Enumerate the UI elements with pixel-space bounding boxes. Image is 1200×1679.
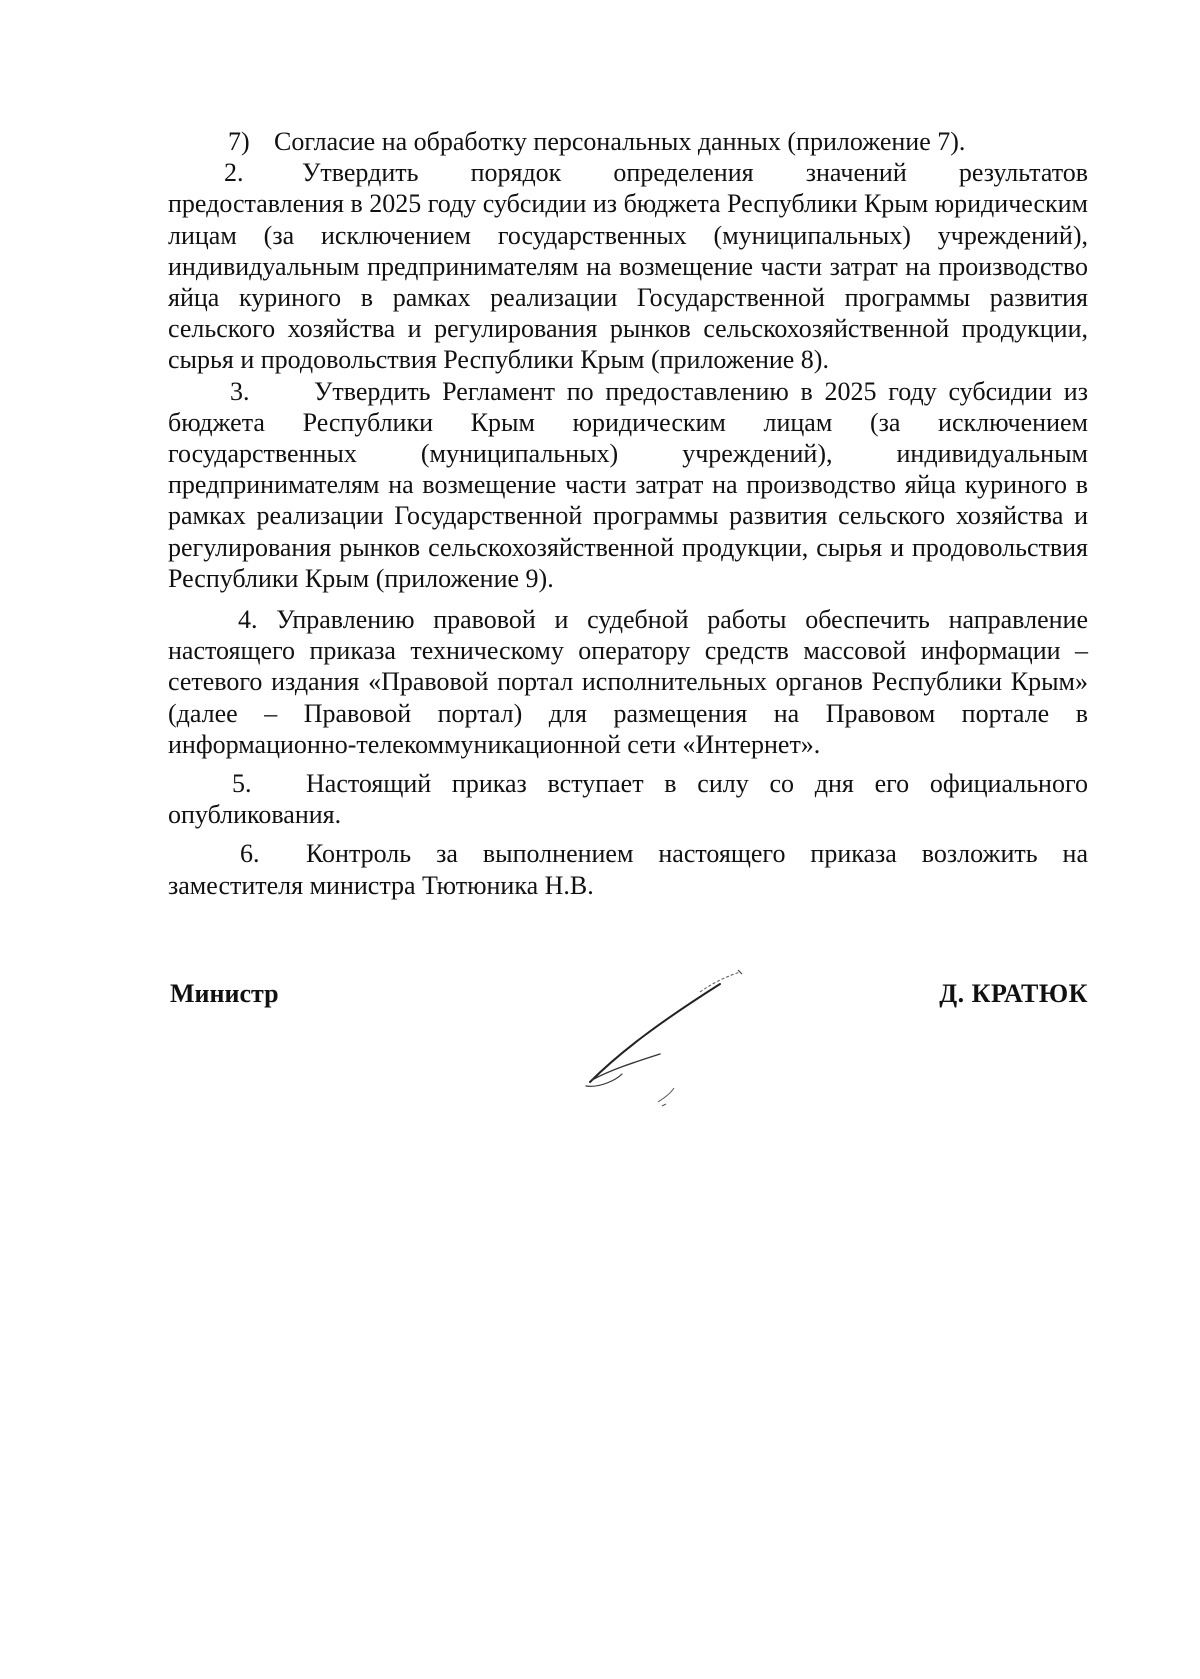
paragraph-5 bbox=[168, 768, 1088, 830]
document-body bbox=[168, 126, 1088, 901]
paragraph-number: 2. bbox=[224, 158, 244, 188]
signatory-position: Министр bbox=[170, 979, 279, 1008]
paragraph-number: 6. bbox=[240, 839, 260, 869]
paragraph-6 bbox=[168, 838, 1088, 900]
paragraph-text: Настоящий приказ вступает в силу со дня его официального опубликования. bbox=[168, 769, 1088, 830]
paragraph-4 bbox=[168, 604, 1088, 760]
list-item-7 bbox=[168, 126, 1088, 157]
signatory-name: Д. КРАТЮК bbox=[939, 979, 1088, 1008]
paragraph-text: 4. Управлению правовой и судебной работы обеспечить направление настоящего приказа техническому оператору средств массовой информации – сетевого издания «Правовой портал исполнительных органов Республики Крым» (далее – Правовой портал) для размещения на Правовом портале в информационно-телекоммуникационной сети «Интернет». bbox=[168, 605, 1088, 759]
paragraph-text: Утвердить Регламент по предоставлению в 2025 году субсидии из бюджета Республики Крым юридическим лицам (за исключением государственных (муниципальных) учреждений), индивидуальным предпринимателям на возмещение части затрат на производство яйца куриного в рамках реализации Государственной программы развития сельского хозяйства и регулирования рынков сельскохозяйственной продукции, сырья и продовольствия Республики Крым (приложение 9). bbox=[168, 376, 1088, 593]
paragraph-3 bbox=[168, 376, 1088, 594]
paragraph-text: Утвердить порядок определения значений результатов предоставления в 2025 году субсидии из бюджета Республики Крым юридическим лицам (за исключением государственных (муниципальных) учреждений), индивидуальным предпринимателям на возмещение части затрат на производство яйца куриного в рамках реализации Государственной программы развития сельского хозяйства и регулирования рынков сельскохозяйственной продукции, сырья и продовольствия Республики Крым (приложение 8). bbox=[168, 158, 1088, 375]
list-item-number: 7) bbox=[228, 127, 250, 156]
paragraph-2 bbox=[168, 157, 1088, 375]
paragraph-number: 3. bbox=[230, 376, 250, 406]
paragraph-number: 5. bbox=[232, 769, 252, 799]
handwritten-signature bbox=[580, 962, 780, 1112]
paragraph-text: Контроль за выполнением настоящего приказа возложить на заместителя министра Тютюника Н.В. bbox=[168, 839, 1088, 900]
list-item-text: Согласие на обработку персональных данных (приложение 7). bbox=[274, 127, 966, 156]
